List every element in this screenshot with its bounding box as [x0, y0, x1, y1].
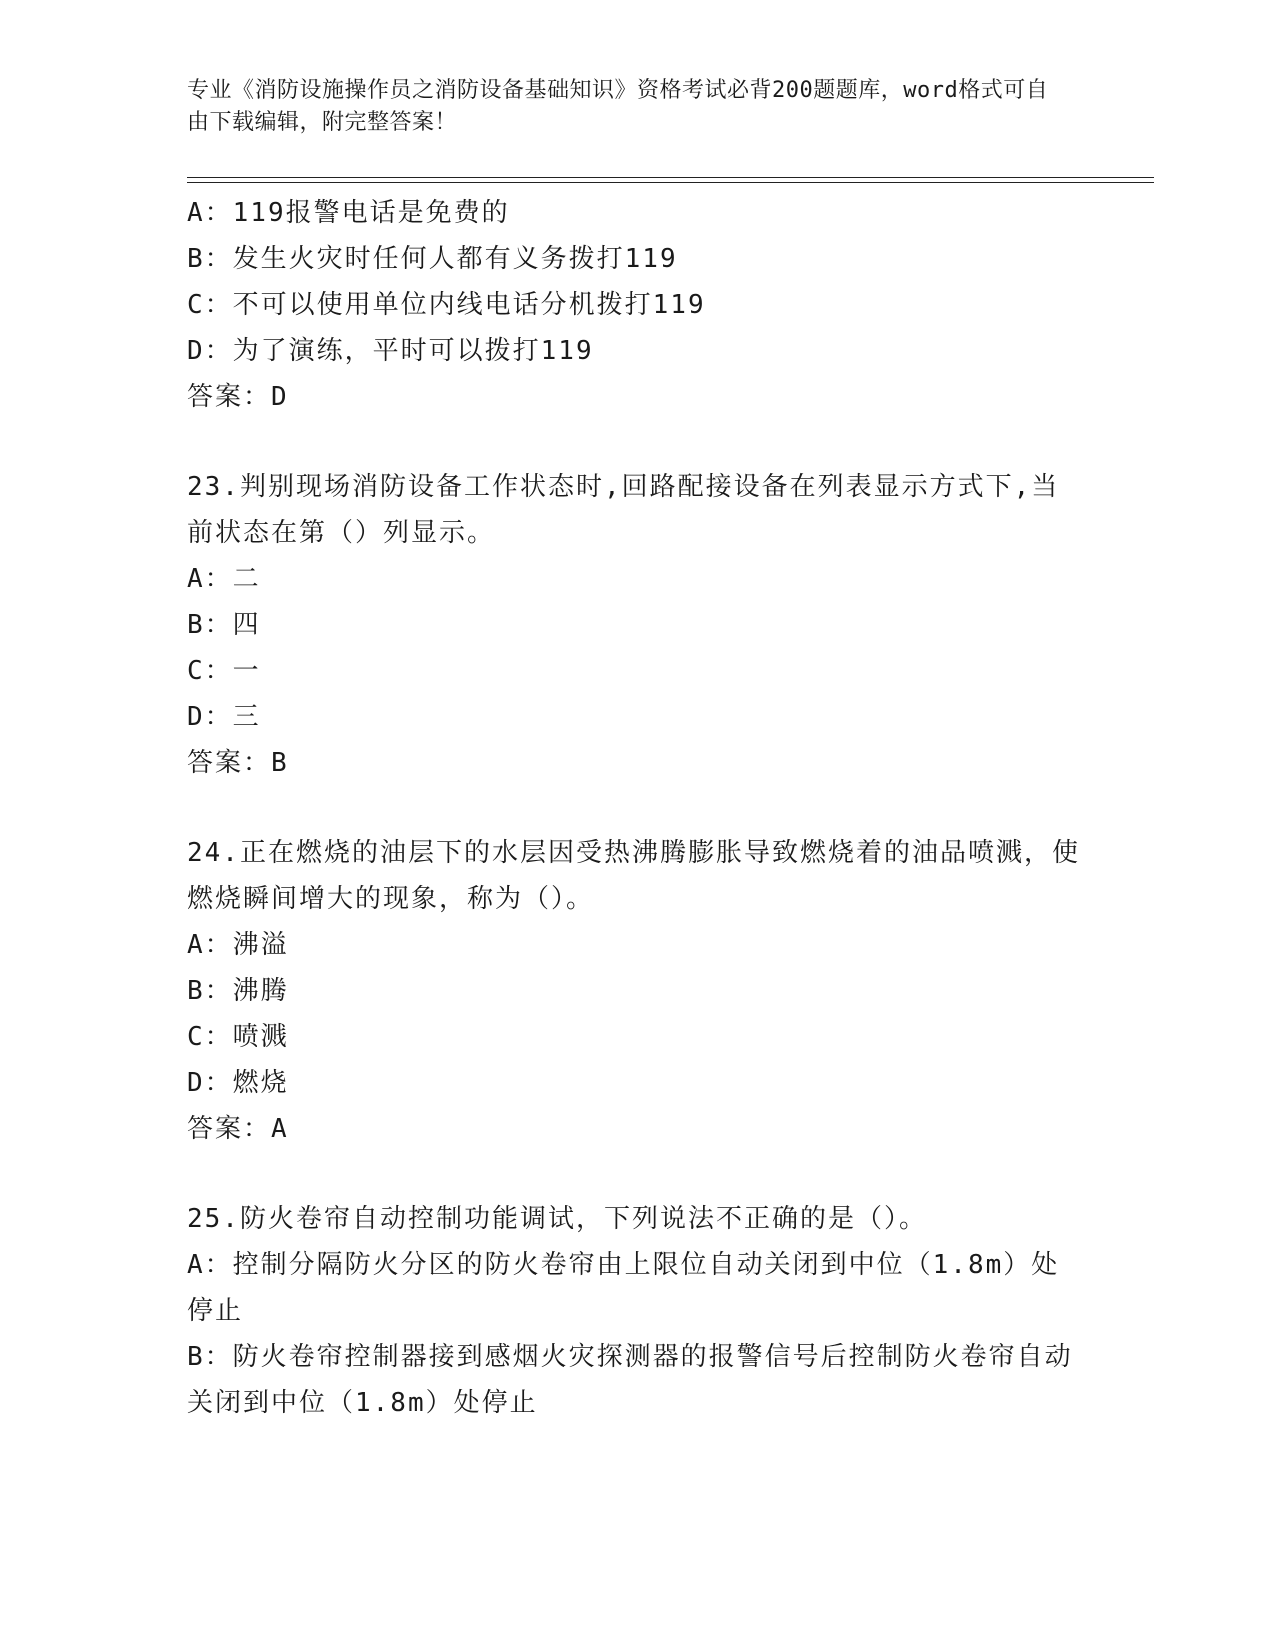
document-title: 专业《消防设施操作员之消防设备基础知识》资格考试必背200题题库，word格式可自由下载编辑，附完整答案！	[187, 78, 1049, 135]
option-d: D：三	[187, 702, 261, 732]
answer: 答案：D	[187, 382, 289, 412]
option-b: B：发生火灾时任何人都有义务拨打119	[187, 244, 678, 274]
option-a: A：二	[187, 564, 261, 594]
option-c: C：喷溅	[187, 1022, 289, 1052]
answer: 答案：A	[187, 1114, 289, 1144]
question-22-partial	[187, 190, 1087, 420]
option-b: B：四	[187, 610, 261, 640]
question-23	[187, 464, 1087, 786]
option-a: A：控制分隔防火分区的防火卷帘由上限位自动关闭到中位（1.8m）处停止	[187, 1250, 1060, 1326]
question-stem: 23.判别现场消防设备工作状态时,回路配接设备在列表显示方式下,当前状态在第（）列显示。	[187, 472, 1060, 548]
option-d: D：燃烧	[187, 1068, 289, 1098]
question-stem: 24.正在燃烧的油层下的水层因受热沸腾膨胀导致燃烧着的油品喷溅，使燃烧瞬间增大的现象，称为（）。	[187, 838, 1080, 914]
option-a: A：119报警电话是免费的	[187, 198, 510, 228]
question-24	[187, 830, 1087, 1152]
option-c: C：不可以使用单位内线电话分机拨打119	[187, 290, 706, 320]
header-divider-bottom	[187, 182, 1154, 183]
answer: 答案：B	[187, 748, 289, 778]
option-d: D：为了演练，平时可以拨打119	[187, 336, 594, 366]
question-list	[187, 190, 1087, 1426]
header-divider-top	[187, 177, 1154, 178]
option-a: A：沸溢	[187, 930, 289, 960]
question-25	[187, 1196, 1087, 1426]
option-b: B：沸腾	[187, 976, 289, 1006]
option-c: C：一	[187, 656, 261, 686]
option-b: B：防火卷帘控制器接到感烟火灾探测器的报警信号后控制防火卷帘自动关闭到中位（1.8m）处停止	[187, 1342, 1073, 1418]
question-stem: 25.防火卷帘自动控制功能调试，下列说法不正确的是（）。	[187, 1204, 927, 1234]
